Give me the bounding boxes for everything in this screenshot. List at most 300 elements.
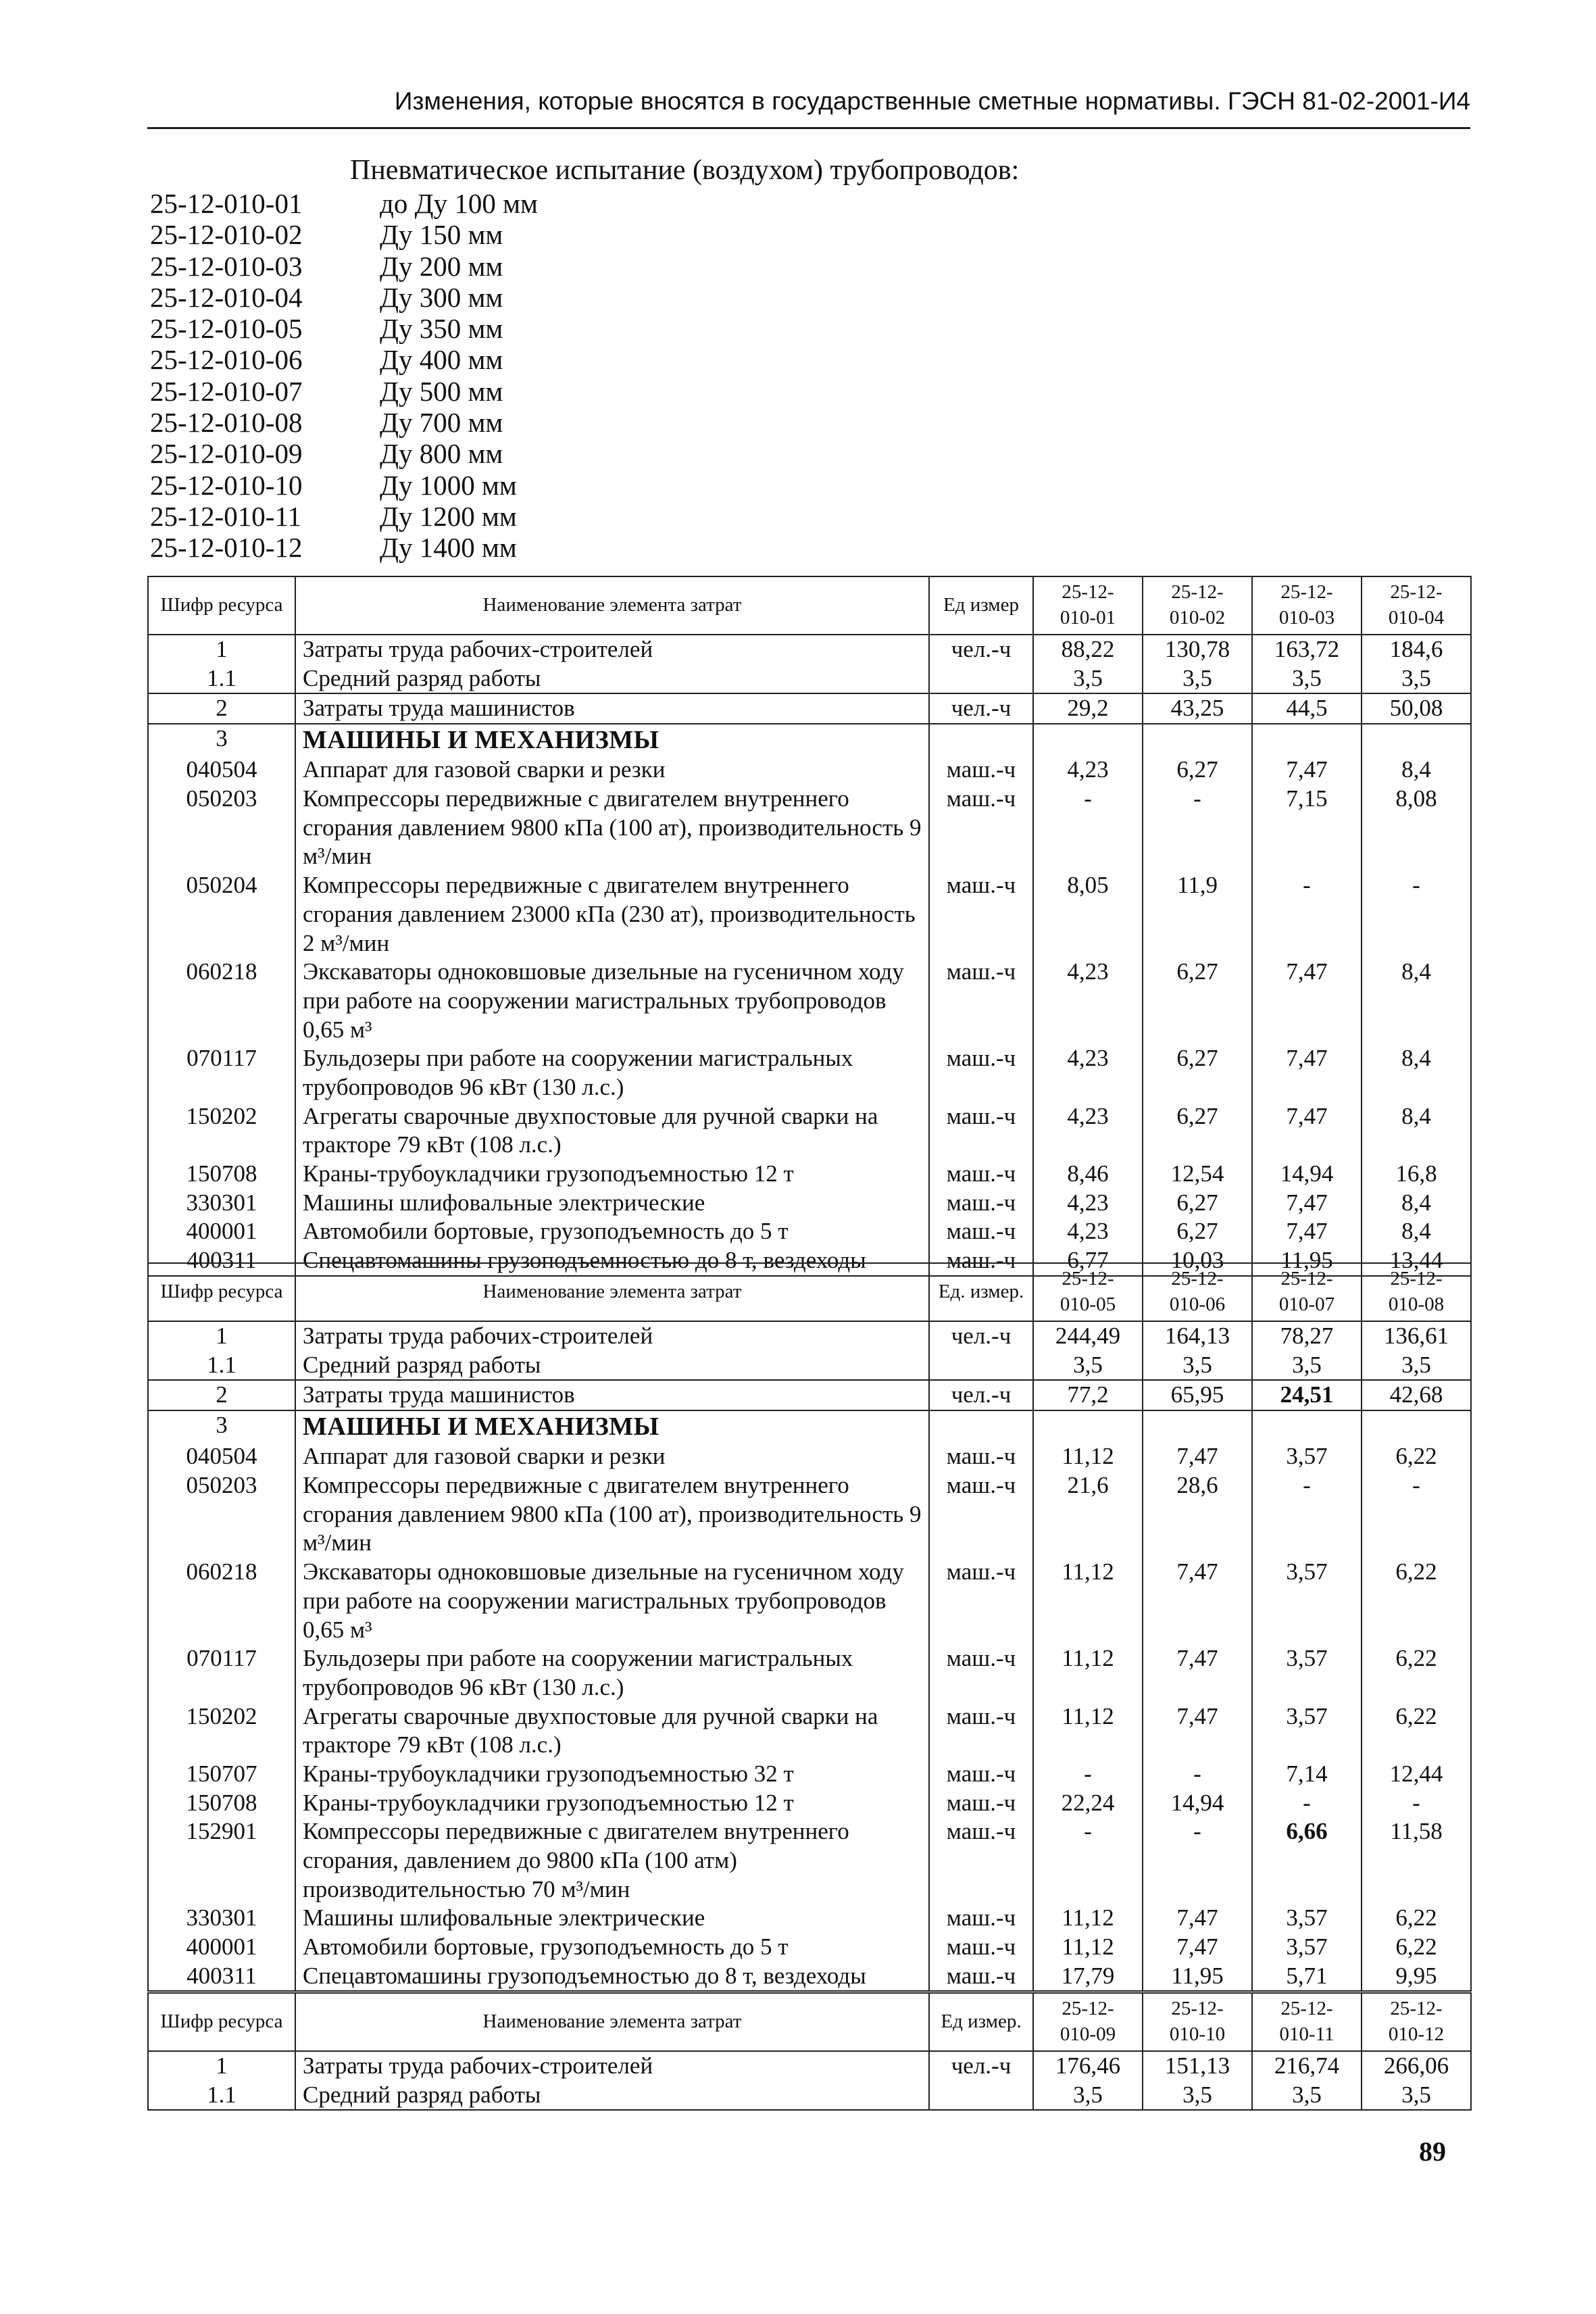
norm-value: 266,06 <box>1362 2051 1471 2081</box>
norm-code: 25-12-010-12 <box>150 532 303 564</box>
table-header-row <box>148 1263 1471 1321</box>
resource-name: Аппарат для газовой сварки и резки <box>295 756 929 785</box>
resource-code: 400311 <box>148 1246 295 1276</box>
resource-unit: маш.-ч <box>929 1644 1033 1702</box>
norm-code: 25-12-010-06 <box>150 344 303 376</box>
table-row <box>148 1380 1471 1410</box>
norm-value: 8,4 <box>1362 958 1471 1044</box>
norm-code: 25-12-010-05 <box>150 313 303 345</box>
column-header-norm: 25-12- 010-05 <box>1033 1263 1143 1321</box>
code-list-item <box>150 251 538 282</box>
norm-description: Ду 800 мм <box>380 438 503 470</box>
norm-value: 11,12 <box>1033 1702 1143 1760</box>
norm-value <box>1252 1410 1362 1442</box>
norm-code: 25-12-010-07 <box>150 375 303 407</box>
norm-description: до Ду 100 мм <box>380 188 538 219</box>
resource-unit: маш.-ч <box>929 1933 1033 1962</box>
norm-value: 6,22 <box>1362 1558 1471 1644</box>
column-header-norm: 25-12- 010-06 <box>1143 1263 1252 1321</box>
norm-value: - <box>1252 871 1362 958</box>
resource-code: 3 <box>148 1410 295 1442</box>
resource-name: Машины шлифовальные электрические <box>295 1189 929 1218</box>
resource-unit: маш.-ч <box>929 1160 1033 1189</box>
norm-value: 3,57 <box>1252 1904 1362 1933</box>
norm-value: 3,57 <box>1252 1702 1362 1760</box>
resource-name: Затраты труда рабочих-строителей <box>295 635 929 664</box>
resource-name: Краны-трубоукладчики грузоподъемностью 32 т <box>295 1760 929 1789</box>
norm-value: 7,47 <box>1143 1558 1252 1644</box>
norm-value: 3,5 <box>1252 1351 1362 1381</box>
norm-value: 12,54 <box>1143 1160 1252 1189</box>
resource-unit: маш.-ч <box>929 1246 1033 1276</box>
resource-table-3 <box>147 1992 1472 2111</box>
table-row <box>148 871 1471 958</box>
resource-code: 150708 <box>148 1160 295 1189</box>
resource-code: 400001 <box>148 1217 295 1246</box>
resource-unit: маш.-ч <box>929 1702 1033 1760</box>
norm-value <box>1252 724 1362 756</box>
norm-value: 7,14 <box>1252 1760 1362 1789</box>
resource-name: Бульдозеры при работе на сооружении магистральных трубопроводов 96 кВт (130 л.с.) <box>295 1644 929 1702</box>
norm-value: 10,03 <box>1143 1246 1252 1276</box>
norm-value: 4,23 <box>1033 756 1143 785</box>
resource-unit: маш.-ч <box>929 871 1033 958</box>
norm-value: 6,27 <box>1143 1102 1252 1160</box>
norm-description: Ду 1000 мм <box>380 469 517 501</box>
norm-value: 3,5 <box>1143 664 1252 694</box>
resource-code: 2 <box>148 693 295 724</box>
section-heading: МАШИНЫ И МЕХАНИЗМЫ <box>295 1410 929 1442</box>
norm-value: 8,4 <box>1362 1102 1471 1160</box>
column-header-norm: 25-12- 010-12 <box>1362 1993 1471 2051</box>
norm-value: 6,66 <box>1252 1817 1362 1904</box>
resource-name: Автомобили бортовые, грузоподъемность до 5 т <box>295 1217 929 1246</box>
resource-name: Затраты труда машинистов <box>295 1380 929 1410</box>
column-header-unit: Ед измер. <box>929 1993 1033 2051</box>
norm-value <box>1362 724 1471 756</box>
resource-unit <box>929 1351 1033 1381</box>
norm-value: 11,95 <box>1143 1962 1252 1992</box>
table-row <box>148 693 1471 724</box>
resource-unit: чел.-ч <box>929 1321 1033 1351</box>
norm-value: 6,27 <box>1143 756 1252 785</box>
resource-code: 2 <box>148 1380 295 1410</box>
resource-code: 050203 <box>148 1471 295 1558</box>
norm-value: 216,74 <box>1252 2051 1362 2081</box>
resource-unit: маш.-ч <box>929 1904 1033 1933</box>
resource-name: Агрегаты сварочные двухпостовые для ручной сварки на тракторе 79 кВт (108 л.с.) <box>295 1102 929 1160</box>
resource-unit <box>929 1410 1033 1442</box>
table-row <box>148 1817 1471 1904</box>
resource-code: 3 <box>148 724 295 756</box>
table-row <box>148 958 1471 1044</box>
norm-value: - <box>1143 785 1252 871</box>
norm-value: 3,57 <box>1252 1442 1362 1471</box>
norm-value: 3,5 <box>1252 664 1362 694</box>
code-list-item <box>150 188 538 219</box>
resource-name: Компрессоры передвижные с двигателем внутреннего сгорания, давлением до 9800 кПа (100 атм) производительностью 70 м³/мин <box>295 1817 929 1904</box>
norm-value: 184,6 <box>1362 635 1471 664</box>
norm-value: 8,4 <box>1362 1044 1471 1102</box>
table-row <box>148 1789 1471 1818</box>
norm-value: 6,77 <box>1033 1246 1143 1276</box>
resource-name: Средний разряд работы <box>295 1351 929 1381</box>
norm-value: 24,51 <box>1252 1380 1362 1410</box>
norm-value: 6,27 <box>1143 1044 1252 1102</box>
resource-name: Затраты труда машинистов <box>295 693 929 724</box>
resource-code: 070117 <box>148 1644 295 1702</box>
column-header-norm: 25-12- 010-04 <box>1362 576 1471 635</box>
norm-value: 7,47 <box>1252 1044 1362 1102</box>
norm-value: 130,78 <box>1143 635 1252 664</box>
norm-description: Ду 350 мм <box>380 313 503 345</box>
norm-value: 7,47 <box>1143 1442 1252 1471</box>
norm-description: Ду 200 мм <box>380 250 503 282</box>
table-row <box>148 1904 1471 1933</box>
resource-unit: маш.-ч <box>929 1044 1033 1102</box>
resource-unit: маш.-ч <box>929 1817 1033 1904</box>
norm-value: 4,23 <box>1033 1102 1143 1160</box>
resource-code: 152901 <box>148 1817 295 1904</box>
resource-unit: маш.-ч <box>929 958 1033 1044</box>
norm-value: 7,47 <box>1143 1933 1252 1962</box>
table-row <box>148 1321 1471 1351</box>
table-row <box>148 1471 1471 1558</box>
norm-value: 8,4 <box>1362 756 1471 785</box>
resource-unit: маш.-ч <box>929 785 1033 871</box>
resource-table-1 <box>147 576 1472 1277</box>
resource-code: 050204 <box>148 871 295 958</box>
norm-value: - <box>1362 1789 1471 1818</box>
norm-value: 11,9 <box>1143 871 1252 958</box>
norm-description: Ду 1400 мм <box>380 532 517 564</box>
code-list-item <box>150 438 538 469</box>
resource-unit: маш.-ч <box>929 1962 1033 1992</box>
norm-value: - <box>1033 1760 1143 1789</box>
norm-value: 3,5 <box>1143 2081 1252 2111</box>
norm-value: 21,6 <box>1033 1471 1143 1558</box>
norm-value: 6,22 <box>1362 1933 1471 1962</box>
resource-name: Автомобили бортовые, грузоподъемность до 5 т <box>295 1933 929 1962</box>
norm-value: - <box>1143 1760 1252 1789</box>
norm-value: 4,23 <box>1033 958 1143 1044</box>
norm-value: 151,13 <box>1143 2051 1252 2081</box>
column-header-norm: 25-12- 010-03 <box>1252 576 1362 635</box>
column-header-unit: Ед измер <box>929 576 1033 635</box>
norm-description: Ду 150 мм <box>380 219 503 251</box>
resource-code: 1 <box>148 1321 295 1351</box>
table-row <box>148 1702 1471 1760</box>
norm-value: - <box>1362 1471 1471 1558</box>
resource-name: Краны-трубоукладчики грузоподъемностью 12 т <box>295 1789 929 1818</box>
section-title: Пневматическое испытание (воздухом) трубопроводов: <box>350 155 1020 186</box>
code-list-item <box>150 344 538 375</box>
norm-description: Ду 400 мм <box>380 344 503 376</box>
norm-value <box>1033 1410 1143 1442</box>
norm-value: 8,08 <box>1362 785 1471 871</box>
resource-unit: маш.-ч <box>929 1102 1033 1160</box>
resource-code: 330301 <box>148 1904 295 1933</box>
resource-name: Экскаваторы одноковшовые дизельные на гусеничном ходу при работе на сооружении магистральных трубопроводов 0,65 м³ <box>295 1558 929 1644</box>
norm-value: 4,23 <box>1033 1189 1143 1218</box>
norm-value: 6,22 <box>1362 1702 1471 1760</box>
resource-code: 330301 <box>148 1189 295 1218</box>
norm-value: 7,47 <box>1252 1102 1362 1160</box>
resource-code: 060218 <box>148 1558 295 1644</box>
header-rule <box>147 127 1470 129</box>
column-header-norm: 25-12- 010-08 <box>1362 1263 1471 1321</box>
norm-value: 8,46 <box>1033 1160 1143 1189</box>
norm-code: 25-12-010-04 <box>150 281 303 313</box>
table-row <box>148 1644 1471 1702</box>
norm-value: - <box>1362 871 1471 958</box>
norm-value: 6,22 <box>1362 1644 1471 1702</box>
resource-name: Спецавтомашины грузоподъемностью до 8 т, вездеходы <box>295 1962 929 1992</box>
table-row <box>148 2081 1471 2111</box>
resource-unit: маш.-ч <box>929 1558 1033 1644</box>
resource-name: Машины шлифовальные электрические <box>295 1904 929 1933</box>
table-row <box>148 1933 1471 1962</box>
norm-value: 7,47 <box>1252 1217 1362 1246</box>
norm-value <box>1143 1410 1252 1442</box>
norm-value: 7,47 <box>1143 1702 1252 1760</box>
resource-name: Затраты труда рабочих-строителей <box>295 1321 929 1351</box>
norm-value: 9,95 <box>1362 1962 1471 1992</box>
code-list-item <box>150 313 538 344</box>
norm-value: 11,12 <box>1033 1442 1143 1471</box>
resource-code: 070117 <box>148 1044 295 1102</box>
resource-code: 060218 <box>148 958 295 1044</box>
table-row <box>148 664 1471 694</box>
norm-value: 16,8 <box>1362 1160 1471 1189</box>
resource-code: 040504 <box>148 1442 295 1471</box>
norm-value: 6,27 <box>1143 1189 1252 1218</box>
norm-value: 6,22 <box>1362 1904 1471 1933</box>
resource-table-2 <box>147 1262 1472 1992</box>
norm-value: 65,95 <box>1143 1380 1252 1410</box>
norm-value: - <box>1143 1817 1252 1904</box>
norm-value: 12,44 <box>1362 1760 1471 1789</box>
resource-unit: маш.-ч <box>929 1760 1033 1789</box>
table-row <box>148 2051 1471 2081</box>
norm-value: 8,4 <box>1362 1217 1471 1246</box>
norm-value: 3,5 <box>1033 664 1143 694</box>
norm-value: 42,68 <box>1362 1380 1471 1410</box>
norm-value: 22,24 <box>1033 1789 1143 1818</box>
norm-value: 14,94 <box>1252 1160 1362 1189</box>
page-header: Изменения, которые вносятся в государственные сметные нормативы. ГЭСН 81-02-2001-И4 <box>394 87 1470 115</box>
norm-value: 3,5 <box>1033 2081 1143 2111</box>
norm-value: 163,72 <box>1252 635 1362 664</box>
resource-unit: маш.-ч <box>929 1471 1033 1558</box>
norm-value: 88,22 <box>1033 635 1143 664</box>
table-row <box>148 1760 1471 1789</box>
resource-name: Средний разряд работы <box>295 2081 929 2111</box>
table-row <box>148 1962 1471 1992</box>
norm-value: 3,5 <box>1362 664 1471 694</box>
code-list-item <box>150 501 538 532</box>
norm-value: 7,47 <box>1252 1189 1362 1218</box>
resource-name: Затраты труда рабочих-строителей <box>295 2051 929 2081</box>
table-row <box>148 1189 1471 1218</box>
code-list-item <box>150 376 538 407</box>
norm-value: - <box>1252 1471 1362 1558</box>
norm-value: 3,5 <box>1252 2081 1362 2111</box>
norm-value: 4,23 <box>1033 1044 1143 1102</box>
resource-code: 1 <box>148 635 295 664</box>
column-header-norm: 25-12- 010-07 <box>1252 1263 1362 1321</box>
resource-unit <box>929 724 1033 756</box>
norm-value: 28,6 <box>1143 1471 1252 1558</box>
norm-value: 43,25 <box>1143 693 1252 724</box>
norm-code: 25-12-010-10 <box>150 469 303 501</box>
resource-code: 150202 <box>148 1702 295 1760</box>
resource-unit: маш.-ч <box>929 1789 1033 1818</box>
code-list-item <box>150 470 538 501</box>
norm-value: 5,71 <box>1252 1962 1362 1992</box>
norm-value: 11,58 <box>1362 1817 1471 1904</box>
resource-unit: чел.-ч <box>929 635 1033 664</box>
resource-unit: чел.-ч <box>929 1380 1033 1410</box>
norm-value: 3,57 <box>1252 1558 1362 1644</box>
column-header-norm: 25-12- 010-10 <box>1143 1993 1252 2051</box>
norm-value: 17,79 <box>1033 1962 1143 1992</box>
norm-value: 14,94 <box>1143 1789 1252 1818</box>
norm-value: 7,47 <box>1252 958 1362 1044</box>
column-header-resource: Шифр ресурса <box>148 576 295 635</box>
resource-name: Компрессоры передвижные с двигателем внутреннего сгорания давлением 23000 кПа (230 ат), производительность 2 м³/мин <box>295 871 929 958</box>
norm-value: 11,95 <box>1252 1246 1362 1276</box>
resource-name: Компрессоры передвижные с двигателем внутреннего сгорания давлением 9800 кПа (100 ат), производительность 9 м³/мин <box>295 785 929 871</box>
section-heading: МАШИНЫ И МЕХАНИЗМЫ <box>295 724 929 756</box>
table-row <box>148 1442 1471 1471</box>
resource-name: Аппарат для газовой сварки и резки <box>295 1442 929 1471</box>
norm-description: Ду 1200 мм <box>380 500 517 532</box>
norm-code: 25-12-010-09 <box>150 438 303 470</box>
norm-value: 7,47 <box>1252 756 1362 785</box>
norm-value: 7,47 <box>1143 1904 1252 1933</box>
norm-value: 6,22 <box>1362 1442 1471 1471</box>
norm-value: 8,05 <box>1033 871 1143 958</box>
resource-code: 050203 <box>148 785 295 871</box>
norm-code: 25-12-010-08 <box>150 407 303 439</box>
table-row <box>148 785 1471 871</box>
table-row <box>148 1044 1471 1102</box>
norm-value: 3,5 <box>1362 1351 1471 1381</box>
norm-code: 25-12-010-11 <box>150 500 301 532</box>
norm-value: 7,15 <box>1252 785 1362 871</box>
resource-name: Агрегаты сварочные двухпостовые для ручной сварки на тракторе 79 кВт (108 л.с.) <box>295 1702 929 1760</box>
resource-name: Спецавтомашины грузоподъемностью до 8 т, вездеходы <box>295 1246 929 1276</box>
resource-unit: маш.-ч <box>929 1442 1033 1471</box>
resource-code: 150708 <box>148 1789 295 1818</box>
resource-code: 1 <box>148 2051 295 2081</box>
norm-code: 25-12-010-01 <box>150 188 303 219</box>
resource-name: Бульдозеры при работе на сооружении магистральных трубопроводов 96 кВт (130 л.с.) <box>295 1044 929 1102</box>
norm-value: 11,12 <box>1033 1644 1143 1702</box>
norm-value: 13,44 <box>1362 1246 1471 1276</box>
norm-value: 244,49 <box>1033 1321 1143 1351</box>
norm-value: 29,2 <box>1033 693 1143 724</box>
code-list-item <box>150 407 538 438</box>
table-row <box>148 1102 1471 1160</box>
column-header-name: Наименование элемента затрат <box>295 1993 929 2051</box>
table-row <box>148 635 1471 664</box>
norm-value: 164,13 <box>1143 1321 1252 1351</box>
norm-value: 136,61 <box>1362 1321 1471 1351</box>
norm-value: 50,08 <box>1362 693 1471 724</box>
norm-value: 44,5 <box>1252 693 1362 724</box>
resource-code: 1.1 <box>148 2081 295 2111</box>
norm-code: 25-12-010-02 <box>150 219 303 251</box>
table-row <box>148 756 1471 785</box>
norm-value: 77,2 <box>1033 1380 1143 1410</box>
norm-value: - <box>1033 785 1143 871</box>
resource-unit: чел.-ч <box>929 693 1033 724</box>
column-header-unit: Ед. измер. <box>929 1263 1033 1321</box>
column-header-norm: 25-12- 010-09 <box>1033 1993 1143 2051</box>
resource-unit <box>929 664 1033 694</box>
norm-value: 3,5 <box>1143 1351 1252 1381</box>
resource-code: 1.1 <box>148 664 295 694</box>
norm-description: Ду 500 мм <box>380 375 503 407</box>
resource-code: 150707 <box>148 1760 295 1789</box>
column-header-norm: 25-12- 010-02 <box>1143 576 1252 635</box>
norm-value: 6,27 <box>1143 1217 1252 1246</box>
norm-value <box>1033 724 1143 756</box>
norm-description: Ду 300 мм <box>380 281 503 313</box>
norm-value: 4,23 <box>1033 1217 1143 1246</box>
resource-name: Краны-трубоукладчики грузоподъемностью 12 т <box>295 1160 929 1189</box>
table-header-row <box>148 1993 1471 2051</box>
table-row <box>148 1351 1471 1381</box>
resource-code: 150202 <box>148 1102 295 1160</box>
norm-code: 25-12-010-03 <box>150 250 303 282</box>
table-row <box>148 1558 1471 1644</box>
column-header-norm: 25-12- 010-11 <box>1252 1993 1362 2051</box>
norm-value: 11,12 <box>1033 1933 1143 1962</box>
resource-name: Компрессоры передвижные с двигателем внутреннего сгорания давлением 9800 кПа (100 ат), производительность 9 м³/мин <box>295 1471 929 1558</box>
code-list-item <box>150 532 538 563</box>
norm-description: Ду 700 мм <box>380 407 503 439</box>
norm-value: 3,57 <box>1252 1644 1362 1702</box>
resource-unit: чел.-ч <box>929 2051 1033 2081</box>
table-row <box>148 1160 1471 1189</box>
norm-value: - <box>1033 1817 1143 1904</box>
table-row-section <box>148 1410 1471 1442</box>
code-list-item <box>150 282 538 313</box>
resource-name: Средний разряд работы <box>295 664 929 694</box>
norm-value: 176,46 <box>1033 2051 1143 2081</box>
column-header-name: Наименование элемента затрат <box>295 1263 929 1321</box>
norm-value <box>1362 1410 1471 1442</box>
norm-value: 3,5 <box>1033 1351 1143 1381</box>
column-header-norm: 25-12- 010-01 <box>1033 576 1143 635</box>
norm-value: 78,27 <box>1252 1321 1362 1351</box>
norm-value: - <box>1252 1789 1362 1818</box>
norm-value <box>1143 724 1252 756</box>
table-header-row <box>148 576 1471 635</box>
resource-code: 1.1 <box>148 1351 295 1381</box>
norm-value: 3,5 <box>1362 2081 1471 2111</box>
code-list <box>150 188 538 564</box>
resource-unit: маш.-ч <box>929 1217 1033 1246</box>
norm-value: 3,57 <box>1252 1933 1362 1962</box>
norm-value: 11,12 <box>1033 1558 1143 1644</box>
resource-code: 040504 <box>148 756 295 785</box>
resource-code: 400001 <box>148 1933 295 1962</box>
page-number: 89 <box>1419 2136 1446 2167</box>
